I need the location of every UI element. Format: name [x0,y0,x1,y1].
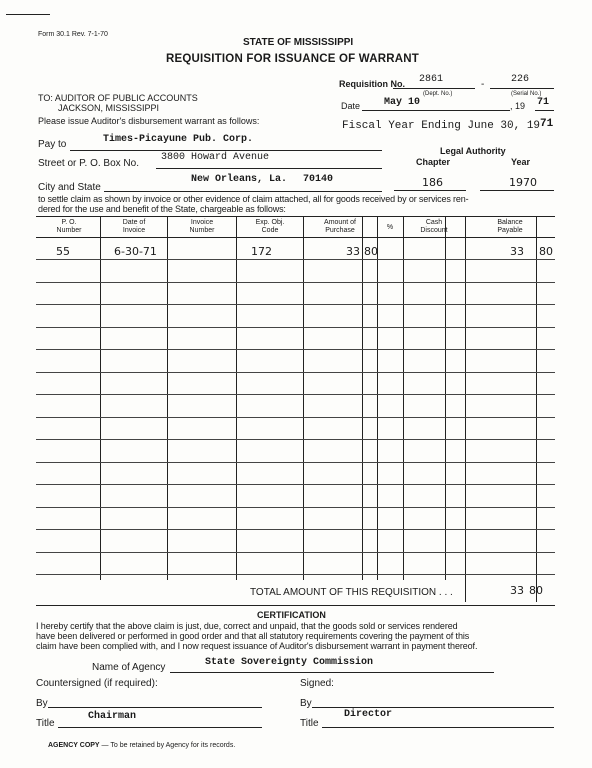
date-year-line [535,110,554,111]
instruction-text: Please issue Auditor's disbursement warrant as follows: [38,116,260,126]
col-header-balance: Balance Payable [497,219,523,234]
col-header-amount: Amount of Purchase [324,219,356,234]
zip-value: 70140 [303,174,334,185]
date-line [362,110,510,111]
year-label: Year [511,157,531,167]
year-value: 1970 [509,176,537,189]
col-border [465,216,466,580]
pay-to-label: Pay to [38,139,67,150]
dept-no-value: 2861 [419,74,444,85]
col-header-exp: Exp. Obj. Code [255,219,285,234]
agency-line [170,672,494,673]
amount-cents-cell: 80 [364,245,378,258]
right-title-line [322,727,554,728]
left-title-label: Title [36,718,55,729]
col-header-date: Date of Invoice [122,219,146,234]
serial-no-line [490,88,554,89]
chapter-value: 186 [422,176,443,189]
form-title: REQUISITION FOR ISSUANCE OF WARRANT [166,53,419,65]
state-heading: STATE OF MISSISSIPPI [243,37,354,48]
left-by-label: By [36,698,48,709]
right-title-label: Title [300,718,319,729]
col-header-discount: Cash Discount [420,219,448,234]
footer-note [48,742,235,749]
total-cents: 80 [529,584,543,597]
pay-to-value: Times-Picayune Pub. Corp. [103,134,254,145]
amount-dollars-cell: 33 [346,245,360,258]
street-line [156,168,382,169]
left-title-value: Chairman [88,711,137,722]
col-header-invoice: Invoice Number [189,219,215,234]
agency-label: Name of Agency [92,662,166,673]
street-label: Street or P. O. Box No. [38,158,139,169]
top-pen-mark [6,14,50,15]
total-label: TOTAL AMOUNT OF THIS REQUISITION . . . [250,587,453,598]
addressee-line2: JACKSON, MISSISSIPPI [58,103,160,113]
exp-code-cell: 172 [251,245,272,258]
certification-top-rule [36,605,555,606]
col-border [167,216,168,580]
left-by-line [48,707,262,708]
po-number-cell: 55 [56,245,70,258]
form-number: Form 30.1 Rev. 7-1-70 [38,31,108,38]
right-title-value: Director [344,709,393,720]
row-rule [36,372,555,373]
street-value: 3800 Howard Avenue [161,152,270,163]
right-by-line [312,707,554,708]
chapter-line [394,190,466,191]
col-border [377,216,378,580]
row-rule [36,417,555,418]
invoice-date-cell: 6-30-71 [114,245,157,258]
date-year-value: 71 [537,97,550,108]
chapter-label: Chapter [416,157,451,167]
col-border [303,216,304,580]
col-border [403,216,404,580]
certification-line1: I hereby certify that the above claim is just, due, correct and unpaid, that the goods sold or services rendered [36,621,458,631]
serial-no-value: 226 [511,74,530,85]
dept-no-line [393,88,475,89]
row-rule [36,439,555,440]
right-by-label: By [300,698,312,709]
footer-copy-label: AGENCY COPY [48,742,100,749]
col-border [536,216,537,580]
total-dollars: 33 [510,584,524,597]
requisition-dash: - [481,79,485,90]
row-rule [36,462,555,463]
countersigned-label: Countersigned (if required): [36,678,158,689]
city-label: City and State [38,182,101,193]
col-border [100,216,101,580]
col-header-po: P. O. Number [56,219,82,234]
charges-table [36,216,555,580]
settle-text-2: dered for the use and benefit of the State, chargeable as follows: [38,204,286,214]
balance-cents-cell: 80 [539,245,553,258]
serial-no-caption: (Serial No.) [511,91,542,97]
row-rule [36,574,555,575]
col-header-pct: % [386,224,394,231]
date-value: May 10 [384,97,421,108]
col-border [445,216,446,580]
settle-text-1: to settle claim as shown by invoice or other evidence of claim attached, all for goods received by or services ren- [38,194,469,204]
footer-copy-text: — To be retained by Agency for its records. [99,742,236,749]
col-border [362,216,363,580]
fiscal-year-value: 71 [540,118,554,130]
dept-no-caption: (Dept. No.) [423,91,453,97]
total-divider [465,578,466,602]
col-border [236,216,237,580]
row-rule [36,259,555,260]
balance-dollars-cell: 33 [510,245,524,258]
row-rule [36,507,555,508]
date-year-prefix: , 19 [510,101,526,111]
row-rule [36,349,555,350]
agency-value: State Sovereignty Commission [205,657,374,668]
city-line [104,191,382,192]
row-rule [36,304,555,305]
addressee-line1: TO: AUDITOR OF PUBLIC ACCOUNTS [38,93,198,103]
row-rule [36,484,555,485]
legal-authority-title: Legal Authority [440,146,506,156]
row-rule [36,529,555,530]
certification-title: CERTIFICATION [257,610,326,620]
date-label: Date [341,101,361,111]
table-header-border [36,237,555,238]
year-line [480,190,554,191]
signed-label: Signed: [300,678,334,689]
row-rule [36,282,555,283]
row-rule [36,394,555,395]
left-title-line [58,727,262,728]
row-rule [36,552,555,553]
row-rule [36,327,555,328]
table-top-border [36,216,555,217]
pay-to-line [70,150,382,151]
city-value: New Orleans, La. [191,174,288,185]
certification-line3: claim have been complied with, and I now request issuance of Auditor's disbursement warrant in payment thereof. [36,641,478,651]
requisition-label: Requisition No. [339,79,405,89]
fiscal-label: Fiscal Year Ending June 30, 19 [342,120,541,132]
certification-line2: have been delivered or performed in good order and that all statutory requirements covering the payment of this [36,631,470,641]
